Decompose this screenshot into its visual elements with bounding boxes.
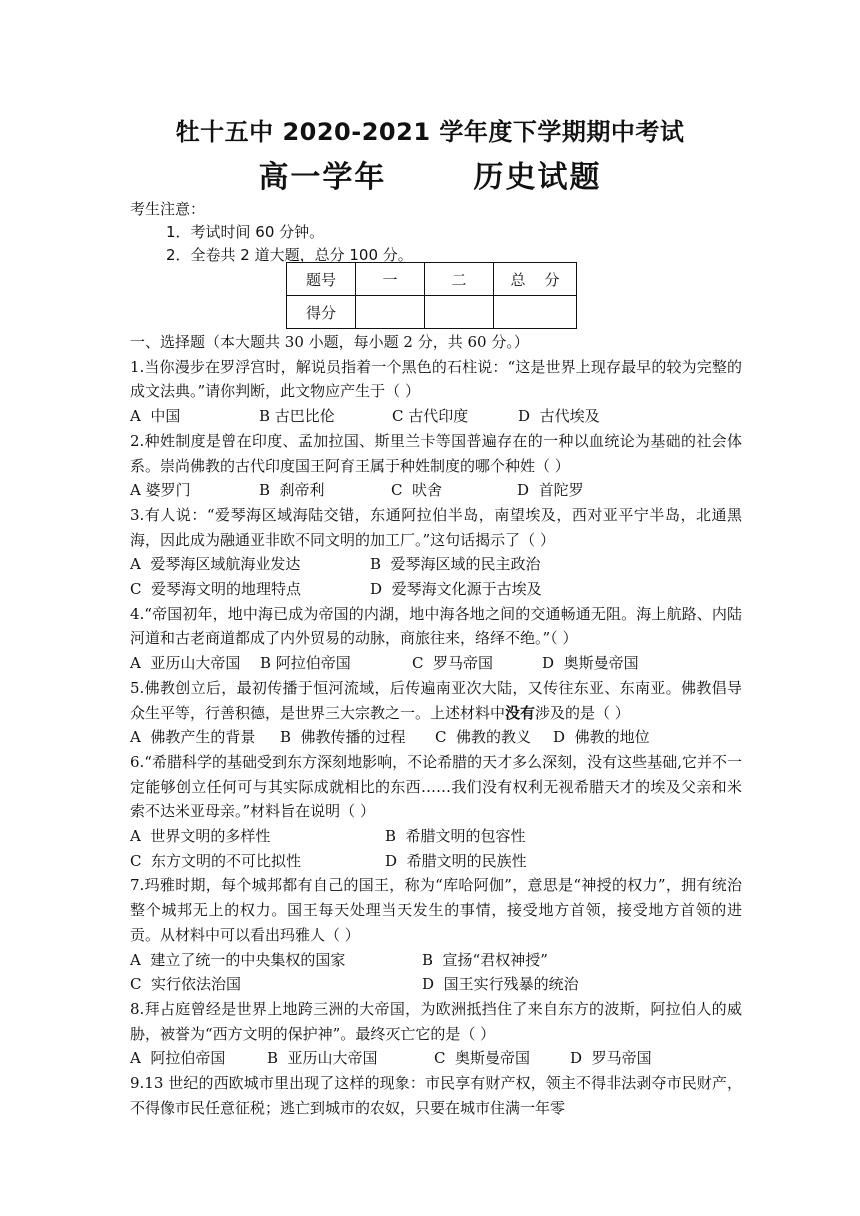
notice-item: 2．全卷共 2 道大题，总分 100 分。	[166, 246, 413, 264]
question-stem	[130, 676, 742, 725]
option-b[interactable]: B 希腊文明的包容性	[385, 827, 526, 846]
options-row	[130, 651, 742, 676]
option-c[interactable]: C 东方文明的不可比拟性	[130, 851, 302, 870]
option-c[interactable]: C 佛教的教义	[435, 728, 532, 747]
option-c[interactable]: C 罗马帝国	[412, 654, 494, 673]
option-b[interactable]: B 阿拉伯帝国	[260, 654, 351, 673]
score-cell: 二	[425, 263, 494, 296]
score-input-cell[interactable]	[425, 296, 494, 329]
exam-subtitle: 高一学年 历史试题	[258, 160, 602, 195]
option-c[interactable]: C 奥斯曼帝国	[434, 1049, 531, 1068]
question-stem: 8.拜占庭曾经是世界上地跨三洲的大帝国，为欧洲抵挡住了来自东方的波斯，阿拉伯人的威胁，被誉为“西方文明的保护神”。最终灭亡它的是（ ）	[130, 999, 742, 1043]
option-b[interactable]: B 宣扬“君权神授”	[422, 950, 548, 969]
option-d[interactable]: D 首陀罗	[517, 481, 584, 500]
option-d[interactable]: D 佛教的地位	[553, 728, 650, 747]
option-a[interactable]: A 亚历山大帝国	[130, 654, 241, 673]
section-heading: 一、选择题（本大题共 30 小题，每小题 2 分，共 60 分。）	[130, 333, 529, 351]
options-row	[130, 577, 742, 602]
option-b[interactable]: B 亚历山大帝国	[267, 1049, 378, 1068]
options-row	[130, 824, 742, 849]
options-row	[130, 972, 742, 997]
question-stem: 9.13 世纪的西欧城市里出现了这样的现象：市民享有财产权，领主不得非法剥夺市民财产，不得像市民任意征税；逃亡到城市的农奴，只要在城市住满一年零	[130, 1074, 742, 1117]
notice-heading: 考生注意：	[130, 200, 206, 218]
exam-title: 牡十五中 2020-2021 学年度下学期期中考试	[175, 118, 685, 146]
option-d[interactable]: D 希腊文明的民族性	[385, 851, 527, 870]
question-stem: 4.“帝国初年，地中海已成为帝国的内湖，地中海各地之间的交通畅通无阻。海上航路、内陆河道和古老商道都成了内外贸易的动脉，商旅往来，络绎不绝。”（ ）	[130, 604, 742, 648]
options-row	[130, 948, 742, 973]
score-cell: 题号	[287, 263, 356, 296]
option-a[interactable]: A 佛教产生的背景	[130, 728, 256, 747]
option-a[interactable]: A 世界文明的多样性	[130, 827, 271, 846]
notice-item: 1．考试时间 60 分钟。	[166, 223, 325, 241]
question-stem: 7.玛雅时期，每个城邦都有自己的国王，称为“库哈阿伽”，意思是“神授的权力”，拥有统治整个城邦无上的权力。国王每天处理当天发生的事情，接受地方首领，接受地方首领的进贡。从材料中可以看出玛雅人（ ）	[130, 876, 742, 944]
option-d[interactable]: D 古代埃及	[518, 407, 600, 426]
option-d[interactable]: D 爱琴海文化源于古埃及	[370, 580, 542, 599]
option-b[interactable]: B 佛教传播的过程	[280, 728, 406, 747]
options-row	[130, 725, 742, 750]
score-cell: 一	[356, 263, 425, 296]
option-b[interactable]: B 爱琴海区域的民主政治	[370, 555, 541, 574]
options-row	[130, 552, 742, 577]
option-a[interactable]: A 婆罗门	[130, 481, 191, 500]
score-table-header-row	[287, 263, 577, 296]
question-stem: 3.有人说：“爱琴海区域海陆交错，东通阿拉伯半岛，南望埃及，西对亚平宁半岛，北通黑海，因此成为融通亚非欧不同文明的加工厂。”这句话揭示了（ ）	[130, 505, 742, 549]
option-b[interactable]: B 刹帝利	[259, 481, 325, 500]
score-cell: 得分	[287, 296, 356, 329]
questions-body	[130, 330, 742, 1121]
score-table	[286, 262, 577, 329]
option-a[interactable]: A 阿拉伯帝国	[130, 1049, 226, 1068]
score-table-score-row	[287, 296, 577, 329]
options-row	[130, 849, 742, 874]
options-row	[130, 1046, 742, 1071]
option-a[interactable]: A 爱琴海区域航海业发达	[130, 555, 301, 574]
question-stem: 2.种姓制度是曾在印度、孟加拉国、斯里兰卡等国普遍存在的一种以血统论为基础的社会体系。崇尚佛教的古代印度国王阿育王属于种姓制度的哪个种姓（ ）	[130, 431, 742, 475]
option-c[interactable]: C 实行依法治国	[130, 975, 242, 994]
option-a[interactable]: A 建立了统一的中央集权的国家	[130, 950, 346, 969]
option-d[interactable]: D 罗马帝国	[570, 1049, 652, 1068]
score-input-cell[interactable]	[494, 296, 577, 329]
question-stem-text: 5.佛教创立后，最初传播于恒河流域，后传遍南亚次大陆，又传往东亚、东南亚。佛教倡导众生平等，行善积德，是世界三大宗教之一。上述材料中	[130, 678, 742, 722]
question-stem: 6.“希腊科学的基础受到东方深刻地影响，不论希腊的天才多么深刻，没有这些基础,它并不一定能够创立任何可与其实际成就相比的东西……我们没有权利无视希腊天才的埃及父亲和米索不达米亚母亲。”材料旨在说明（ ）	[130, 752, 742, 821]
score-cell: 总 分	[494, 263, 577, 296]
option-d[interactable]: D 国王实行残暴的统治	[422, 975, 579, 994]
option-c[interactable]: C 古代印度	[392, 407, 469, 426]
option-b[interactable]: B 古巴比伦	[259, 407, 335, 426]
question-stem: 1.当你漫步在罗浮宫时，解说员指着一个黑色的石柱说：“这是世界上现存最早的较为完整的成文法典。”请你判断，此文物应产生于（ ）	[130, 357, 742, 401]
option-c[interactable]: C 爱琴海文明的地理特点	[130, 580, 302, 599]
notice-block	[130, 198, 413, 267]
option-a[interactable]: A 中国	[130, 407, 181, 426]
options-row	[130, 478, 742, 503]
emphasis-text: 没有	[505, 703, 536, 722]
option-c[interactable]: C 吠舍	[391, 481, 443, 500]
question-stem-text: 涉及的是（ ）	[535, 703, 630, 722]
option-d[interactable]: D 奥斯曼帝国	[542, 654, 639, 673]
options-row	[130, 404, 742, 429]
score-input-cell[interactable]	[356, 296, 425, 329]
